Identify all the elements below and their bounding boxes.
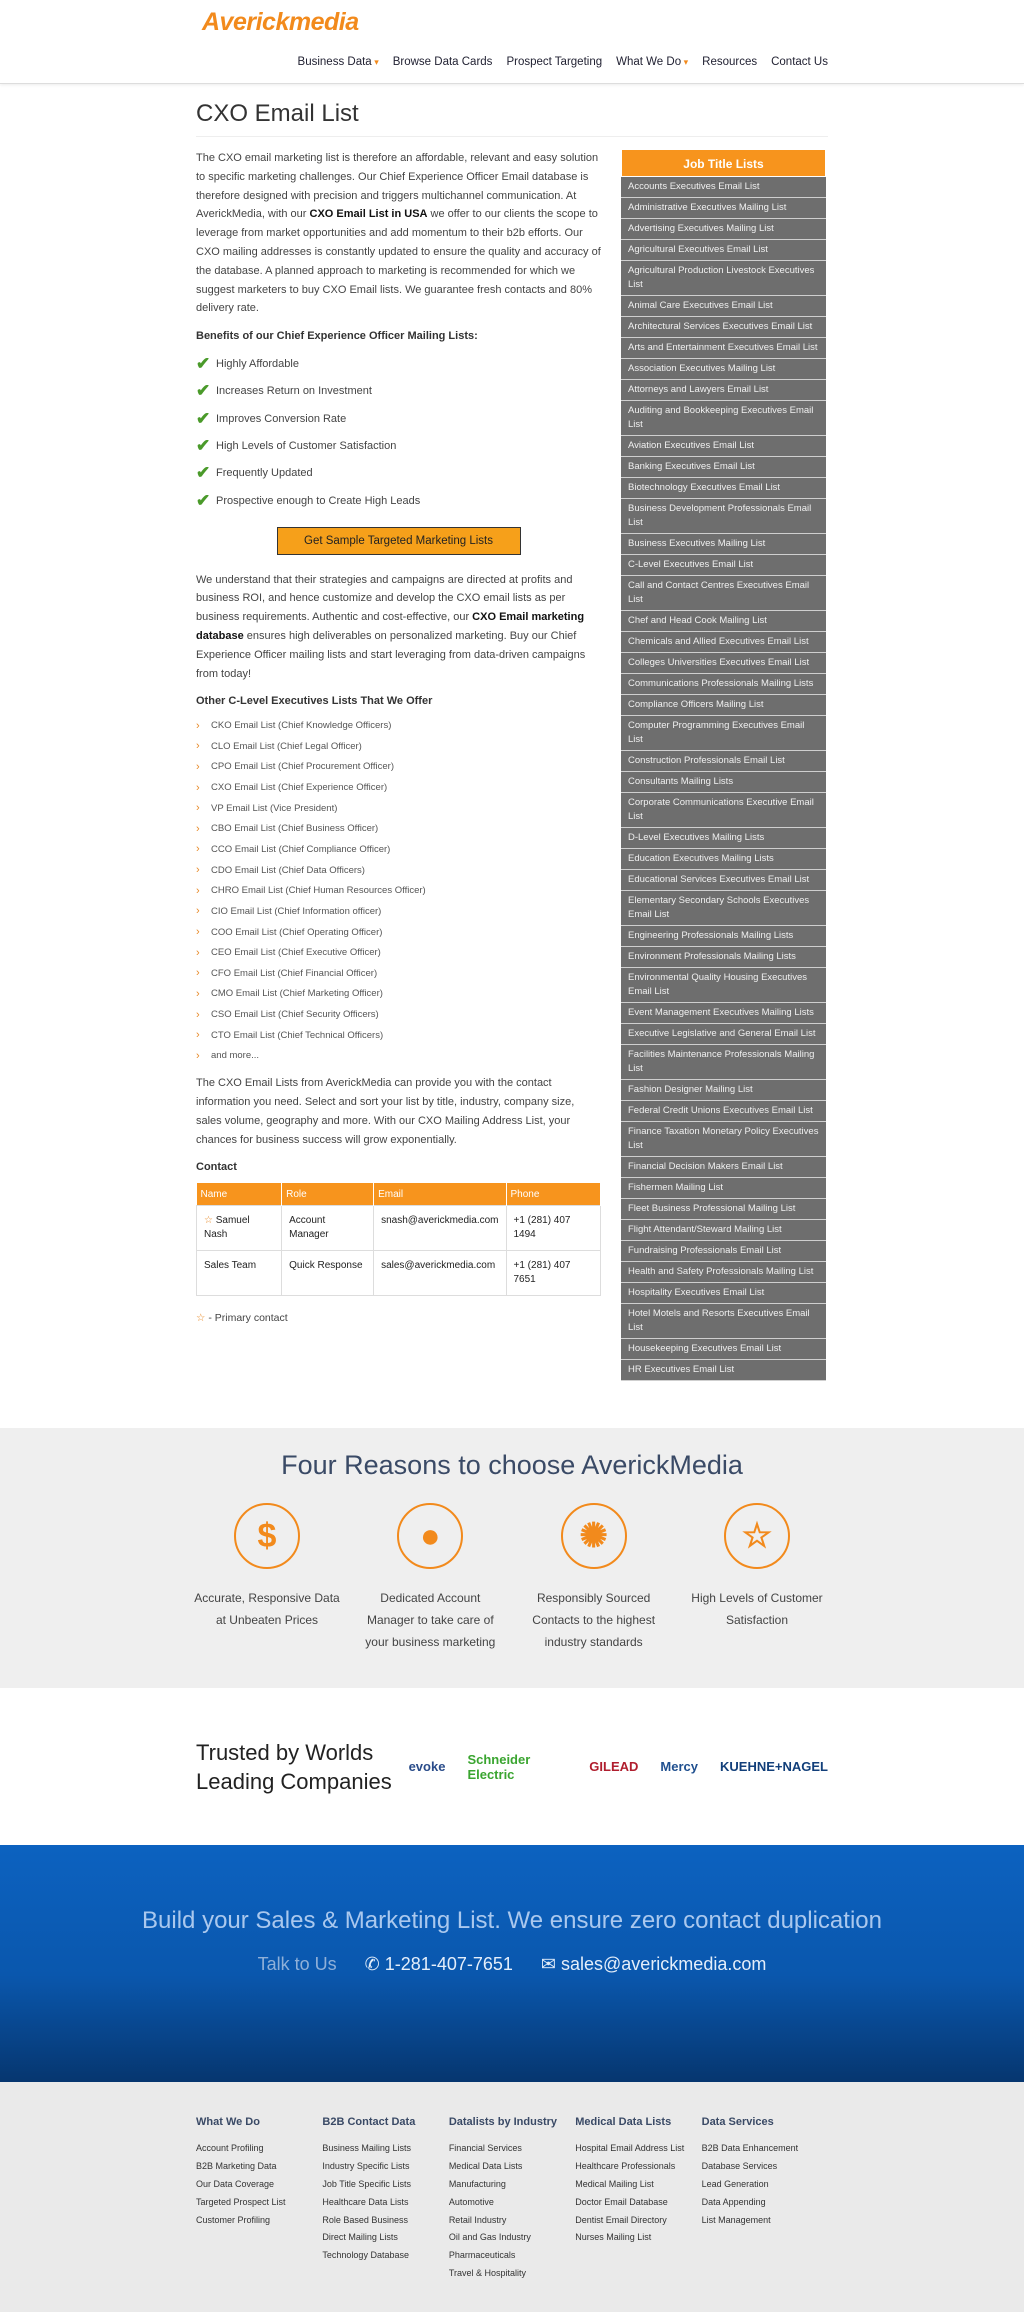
star-icon: ☆ (196, 1311, 206, 1324)
dollar-icon: $ (234, 1503, 300, 1569)
footer-column-title: Data Services (701, 2116, 774, 2128)
sidebar-link[interactable]: Financial Decision Makers Email List (621, 1157, 826, 1178)
other-list-label[interactable]: CXO Email List (Chief Experience Officer) (211, 782, 388, 794)
sidebar-link[interactable]: Administrative Executives Mailing List (621, 198, 826, 219)
other-list-label[interactable]: CDO Email List (Chief Data Officers) (211, 864, 365, 876)
other-lists (196, 715, 601, 1066)
contact-name-text: Sales Team (204, 1259, 257, 1271)
chevron-right-icon: › (196, 1049, 200, 1062)
chevron-right-icon: › (196, 740, 200, 753)
sidebar-link[interactable]: Flight Attendant/Steward Mailing List (621, 1220, 826, 1241)
contact-name (197, 1250, 282, 1295)
contact-phone[interactable]: +1 (281) 407 1494 (506, 1205, 601, 1250)
sidebar-link[interactable]: HR Executives Email List (621, 1360, 826, 1381)
sidebar-link[interactable]: Finance Taxation Monetary Policy Executives List (621, 1122, 826, 1157)
other-list-label[interactable]: CCO Email List (Chief Compliance Officer) (211, 843, 391, 855)
sidebar-link[interactable]: Arts and Entertainment Executives Email List (621, 338, 826, 359)
sidebar-link[interactable]: Housekeeping Executives Email List (621, 1339, 826, 1360)
footer-link[interactable]: List Management (701, 2214, 771, 2225)
footer-link[interactable]: Job Title Specific Lists (322, 2178, 411, 2189)
benefits-list (196, 350, 601, 514)
other-list-link[interactable] (196, 1025, 601, 1046)
other-list-link[interactable] (196, 798, 601, 819)
sidebar-link[interactable]: Accounts Executives Email List (621, 177, 826, 198)
sidebar-link[interactable]: Hospitality Executives Email List (621, 1283, 826, 1304)
cta-band-heading: Build your Sales & Marketing List. We ensure zero contact duplication (142, 1907, 882, 1934)
footer-link[interactable]: B2B Data Enhancement (701, 2143, 799, 2153)
sidebar-link[interactable]: Federal Credit Unions Executives Email List (621, 1101, 826, 1122)
footer-column-title: Medical Data Lists (575, 2116, 672, 2128)
footer-link[interactable]: Account Profiling (196, 2143, 264, 2153)
other-list-link[interactable] (196, 839, 601, 860)
chevron-right-icon: › (196, 719, 200, 732)
footer-link[interactable]: Automotive (448, 2196, 494, 2207)
footer-link[interactable]: Hospital Email Address List (575, 2143, 685, 2153)
sidebar-link[interactable]: Call and Contact Centres Executives Email List (621, 576, 826, 611)
checkmark-icon: ✔ (196, 436, 211, 456)
contact-role: Account Manager (282, 1205, 374, 1250)
job-title-sidebar (621, 149, 826, 1381)
footer-link[interactable]: B2B Marketing Data (196, 2160, 277, 2171)
sidebar-link[interactable]: Colleges Universities Executives Email List (621, 653, 826, 674)
trusted-heading: Trusted by Worlds Leading Companies (196, 1739, 392, 1794)
other-list-link[interactable] (196, 777, 601, 798)
nav-item[interactable]: Prospect Targeting (506, 56, 603, 68)
other-lists-heading: Other C-Level Executives Lists That We Offer (196, 695, 433, 708)
sidebar-heading: Job Title Lists (621, 149, 826, 177)
contact-name-text: Samuel Nash (204, 1214, 250, 1240)
footer-link[interactable]: Healthcare Data Lists (322, 2196, 409, 2207)
other-list-label[interactable]: CLO Email List (Chief Legal Officer) (211, 740, 362, 752)
contact-name (197, 1205, 282, 1250)
footer-link[interactable]: Healthcare Professionals (575, 2160, 676, 2171)
other-list-link[interactable] (196, 880, 601, 901)
reasons-heading: Four Reasons to choose AverickMedia (281, 1450, 743, 1480)
other-list-link[interactable] (196, 1046, 601, 1067)
sidebar-link[interactable]: Attorneys and Lawyers Email List (621, 380, 826, 401)
chevron-right-icon: › (196, 1008, 200, 1021)
sidebar-link[interactable]: Advertising Executives Mailing List (621, 219, 826, 240)
trusted-section (196, 1688, 828, 1845)
other-list-label[interactable]: CBO Email List (Chief Business Officer) (211, 823, 379, 835)
chevron-right-icon: › (196, 884, 200, 897)
contact-role: Quick Response (282, 1250, 374, 1295)
footer-link[interactable]: Industry Specific Lists (322, 2160, 410, 2171)
chevron-down-icon: ▾ (681, 57, 689, 67)
contact-email[interactable]: snash@averickmedia.com (374, 1205, 506, 1250)
footer-column-title: Datalists by Industry (448, 2116, 558, 2128)
other-list-label[interactable]: CHRO Email List (Chief Human Resources Officer) (211, 885, 426, 897)
footer-link[interactable]: Lead Generation (701, 2178, 769, 2189)
table-row (197, 1250, 601, 1295)
benefit-label: High Levels of Customer Satisfaction (216, 440, 397, 453)
benefit-item (196, 405, 601, 432)
other-list-label[interactable]: CTO Email List (Chief Technical Officers) (211, 1029, 384, 1041)
second-paragraph: We understand that their strategies and campaigns are directed at profits and business ROI, and hence customize and develop the CXO email lists as per business requirements. Authentic and cost-effective, our CXO Email marketing database ensures high deliverables on personalized marketing. Buy our Chief Experience Officer mailing lists and start leveraging from data-driven campaigns from today! (196, 573, 586, 680)
chevron-right-icon: › (196, 1029, 200, 1042)
sidebar-link[interactable]: Consultants Mailing Lists (621, 772, 826, 793)
reason-text: Responsibly Sourced Contacts to the highest industry standards (532, 1591, 656, 1649)
sidebar-link[interactable]: Executive Legislative and General Email List (621, 1024, 826, 1045)
reason-text: Accurate, Responsive Data at Unbeaten Prices (194, 1591, 340, 1627)
sidebar-link[interactable]: Banking Executives Email List (621, 457, 826, 478)
chevron-right-icon: › (196, 760, 200, 773)
other-list-label[interactable]: VP Email List (Vice President) (211, 802, 338, 814)
footer-link[interactable]: Travel & Hospitality (448, 2268, 527, 2279)
table-row (197, 1205, 601, 1250)
client-logo: Schneider Electric (467, 1751, 531, 1782)
contact-email[interactable]: sales@averickmedia.com (374, 1250, 506, 1295)
sidebar-link[interactable]: Hotel Motels and Resorts Executives Email List (621, 1304, 826, 1339)
sidebar-link[interactable]: Education Executives Mailing Lists (621, 849, 826, 870)
footer-link[interactable]: Customer Profiling (196, 2214, 271, 2225)
third-paragraph: The CXO Email Lists from AverickMedia can provide you with the contact information you need. Select and sort your list by title, industry, company size, sales volume, geography and more. With our CXO Mailing Address List, your chances for business success will grow exponentially. (196, 1077, 575, 1146)
benefit-label: Prospective enough to Create High Leads (216, 494, 421, 507)
sidebar-link[interactable]: C-Level Executives Email List (621, 555, 826, 576)
chevron-right-icon: › (196, 926, 200, 939)
reason-text: High Levels of Customer Satisfaction (691, 1591, 823, 1627)
benefits-heading: Benefits of our Chief Experience Officer Mailing Lists: (196, 330, 478, 343)
benefit-item (196, 378, 601, 405)
benefit-label: Increases Return on Investment (216, 385, 372, 398)
chevron-right-icon: › (196, 802, 200, 815)
reason-card (519, 1503, 669, 1653)
table-header: Role (282, 1183, 374, 1205)
person-icon: ● (397, 1503, 463, 1569)
footer-link[interactable]: Technology Database (322, 2250, 409, 2261)
bulb-icon: ✺ (561, 1503, 627, 1569)
chevron-right-icon: › (196, 987, 200, 1000)
other-list-link[interactable] (196, 1004, 601, 1025)
benefit-label: Highly Affordable (216, 357, 299, 370)
sidebar-link[interactable]: Fishermen Mailing List (621, 1178, 826, 1199)
sidebar-link[interactable]: Chef and Head Cook Mailing List (621, 611, 826, 632)
sidebar-link[interactable]: Fundraising Professionals Email List (621, 1241, 826, 1262)
chevron-right-icon: › (196, 864, 200, 877)
phone-icon: ✆ (364, 1954, 380, 1974)
footer-link[interactable]: Targeted Prospect List (196, 2196, 286, 2207)
other-list-label[interactable]: CFO Email List (Chief Financial Officer) (211, 967, 378, 979)
footer-link[interactable]: Business Mailing Lists (322, 2143, 411, 2153)
benefit-item (196, 460, 601, 487)
footer-column (702, 2116, 828, 2286)
other-list-label[interactable]: COO Email List (Chief Operating Officer) (211, 926, 383, 938)
footer-link[interactable]: Medical Mailing List (575, 2178, 654, 2189)
sidebar-link[interactable]: Biotechnology Executives Email List (621, 478, 826, 499)
chevron-right-icon: › (196, 905, 200, 918)
email-link[interactable]: ✉ sales@averickmedia.com (540, 1954, 767, 1974)
main-nav (298, 56, 828, 68)
other-list-link[interactable] (196, 736, 601, 757)
other-list-label[interactable]: CMO Email List (Chief Marketing Officer) (211, 988, 383, 1000)
mail-icon: ✉ (540, 1954, 556, 1974)
reason-text: Dedicated Account Manager to take care of your business marketing (365, 1591, 496, 1649)
sidebar-link[interactable]: Animal Care Executives Email List (621, 296, 826, 317)
footer-link[interactable]: Database Services (701, 2160, 778, 2171)
sidebar-link[interactable]: Fashion Designer Mailing List (621, 1080, 826, 1101)
benefit-item (196, 487, 601, 514)
other-list-label[interactable]: and more... (211, 1050, 260, 1062)
star-icon: ☆ (724, 1503, 790, 1569)
checkmark-icon: ✔ (196, 490, 211, 510)
benefit-label: Frequently Updated (216, 467, 313, 480)
other-list-link[interactable] (196, 922, 601, 943)
benefit-label: Improves Conversion Rate (216, 412, 347, 425)
other-list-label[interactable]: CEO Email List (Chief Executive Officer) (211, 947, 381, 959)
site-footer (0, 2082, 1024, 2312)
other-list-link[interactable] (196, 860, 601, 881)
footer-column-title: B2B Contact Data (322, 2116, 416, 2128)
reasons-section (0, 1428, 1024, 1688)
reason-card (682, 1503, 832, 1653)
chevron-right-icon: › (196, 781, 200, 794)
sidebar-link[interactable]: Environmental Quality Housing Executives Email List (621, 968, 826, 1003)
benefit-item (196, 350, 601, 377)
other-list-label[interactable]: CSO Email List (Chief Security Officers) (211, 1009, 379, 1021)
footer-column (449, 2116, 575, 2286)
nav-item[interactable]: Contact Us (771, 56, 828, 68)
sidebar-link[interactable]: Engineering Professionals Mailing Lists (621, 926, 826, 947)
client-logo: evoke (408, 1759, 446, 1774)
footer-link[interactable]: Dentist Email Directory (575, 2214, 667, 2225)
sidebar-link[interactable]: Auditing and Bookkeeping Executives Email List (621, 401, 826, 436)
other-list-label[interactable]: CIO Email List (Chief Information officer) (211, 905, 382, 917)
other-list-label[interactable]: CKO Email List (Chief Knowledge Officers) (211, 720, 392, 732)
intro-paragraph: The CXO email marketing list is therefore an affordable, relevant and easy solution to specific marketing challenges. Our Chief Experience Officer Email database is therefore designed with precision and triggers multichannel communication. At AverickMedia, with our CXO Email List in USA we offer to our clients the scope to leverage from market opportunities and add momentum to their b2b efforts. Our CXO mailing addresses is constantly updated to ensure the quality and accuracy of the database. A planned approach to marketing is recommended for which we suggest marketers to buy CXO Email lists. We guarantee fresh contacts and 80% delivery rate. (196, 152, 601, 315)
other-list-link[interactable] (196, 715, 601, 736)
sidebar-link[interactable]: Agricultural Executives Email List (621, 240, 826, 261)
footer-link[interactable]: Data Appending (701, 2196, 766, 2207)
sidebar-link[interactable]: Business Development Professionals Email List (621, 499, 826, 534)
footer-column-title: What We Do (196, 2116, 260, 2128)
chevron-right-icon: › (196, 967, 200, 980)
footer-column (322, 2116, 448, 2286)
talk-label: Talk to Us (257, 1954, 337, 1974)
footer-link[interactable]: Nurses Mailing List (575, 2232, 652, 2243)
other-list-link[interactable] (196, 757, 601, 778)
sidebar-link[interactable]: Compliance Officers Mailing List (621, 695, 826, 716)
chevron-right-icon: › (196, 822, 200, 835)
contact-table (196, 1183, 601, 1296)
table-header: Phone (506, 1183, 601, 1205)
benefit-item (196, 432, 601, 459)
sidebar-link[interactable]: Association Executives Mailing List (621, 359, 826, 380)
cta-band (0, 1845, 1024, 2082)
sidebar-link[interactable]: Architectural Services Executives Email List (621, 317, 826, 338)
checkmark-icon: ✔ (196, 353, 211, 373)
contact-heading: Contact (196, 1161, 237, 1174)
footer-link[interactable]: Medical Data Lists (448, 2160, 523, 2171)
client-logo: GILEAD (589, 1759, 639, 1774)
sidebar-link[interactable]: D-Level Executives Mailing Lists (621, 828, 826, 849)
star-icon: ☆ (204, 1214, 216, 1226)
sidebar-link[interactable]: Environment Professionals Mailing Lists (621, 947, 826, 968)
nav-item[interactable]: Browse Data Cards (392, 56, 493, 68)
sample-list-button[interactable]: Get Sample Targeted Marketing Lists (277, 527, 521, 555)
primary-contact-note: ☆ - Primary contact (196, 1311, 288, 1324)
footer-link[interactable]: Oil and Gas Industry (448, 2232, 531, 2243)
sidebar-link[interactable]: Event Management Executives Mailing Lists (621, 1003, 826, 1024)
checkmark-icon: ✔ (196, 408, 211, 428)
other-list-link[interactable] (196, 942, 601, 963)
sidebar-link[interactable]: Fleet Business Professional Mailing List (621, 1199, 826, 1220)
sidebar-link[interactable]: Elementary Secondary Schools Executives Email List (621, 891, 826, 926)
sidebar-link[interactable]: Construction Professionals Email List (621, 751, 826, 772)
sidebar-link[interactable]: Computer Programming Executives Email List (621, 716, 826, 751)
site-logo[interactable]: Averickmedia (202, 8, 359, 36)
footer-link[interactable]: Retail Industry (448, 2214, 507, 2225)
footer-link[interactable]: Role Based Business (322, 2214, 408, 2225)
footer-link[interactable]: Direct Mailing Lists (322, 2232, 398, 2243)
other-list-link[interactable] (196, 984, 601, 1005)
sidebar-link[interactable]: Facilities Maintenance Professionals Mailing List (621, 1045, 826, 1080)
title-divider (196, 136, 828, 137)
footer-link[interactable]: Manufacturing (448, 2178, 506, 2189)
nav-item[interactable]: Resources (702, 56, 758, 68)
nav-item[interactable]: Business Data ▾ (297, 56, 379, 68)
main-content (196, 149, 601, 1381)
footer-link[interactable]: Doctor Email Database (575, 2196, 668, 2207)
client-logo: Mercy (660, 1759, 698, 1774)
page-title: CXO Email List (196, 100, 359, 127)
chevron-right-icon: › (196, 843, 200, 856)
sidebar-link[interactable]: Educational Services Executives Email List (621, 870, 826, 891)
other-list-link[interactable] (196, 819, 601, 840)
sidebar-link[interactable]: Business Executives Mailing List (621, 534, 826, 555)
sidebar-link[interactable]: Agricultural Production Livestock Executives List (621, 261, 826, 296)
footer-column (575, 2116, 701, 2286)
footer-link[interactable]: Our Data Coverage (196, 2178, 275, 2189)
other-list-label[interactable]: CPO Email List (Chief Procurement Officer) (211, 761, 395, 773)
sidebar-link[interactable]: Corporate Communications Executive Email List (621, 793, 826, 828)
phone-link[interactable]: ✆ 1-281-407-7651 (364, 1954, 513, 1974)
sidebar-link[interactable]: Aviation Executives Email List (621, 436, 826, 457)
reason-card (355, 1503, 505, 1653)
chevron-right-icon: › (196, 946, 200, 959)
other-list-link[interactable] (196, 901, 601, 922)
chevron-down-icon: ▾ (371, 57, 379, 67)
sidebar-link[interactable]: Health and Safety Professionals Mailing List (621, 1262, 826, 1283)
sidebar-link[interactable]: Communications Professionals Mailing Lists (621, 674, 826, 695)
nav-item[interactable]: What We Do ▾ (616, 56, 689, 68)
site-header (0, 0, 1024, 84)
client-logo: KUEHNE+NAGEL (720, 1759, 828, 1774)
sidebar-link[interactable]: Chemicals and Allied Executives Email List (621, 632, 826, 653)
footer-link[interactable]: Financial Services (448, 2143, 522, 2153)
contact-phone[interactable]: +1 (281) 407 7651 (506, 1250, 601, 1295)
checkmark-icon: ✔ (196, 463, 211, 483)
footer-column (196, 2116, 322, 2286)
footer-link[interactable]: Pharmaceuticals (448, 2250, 516, 2261)
other-list-link[interactable] (196, 963, 601, 984)
table-header: Name (197, 1183, 282, 1205)
checkmark-icon: ✔ (196, 381, 211, 401)
table-header: Email (374, 1183, 506, 1205)
reason-card (192, 1503, 342, 1653)
